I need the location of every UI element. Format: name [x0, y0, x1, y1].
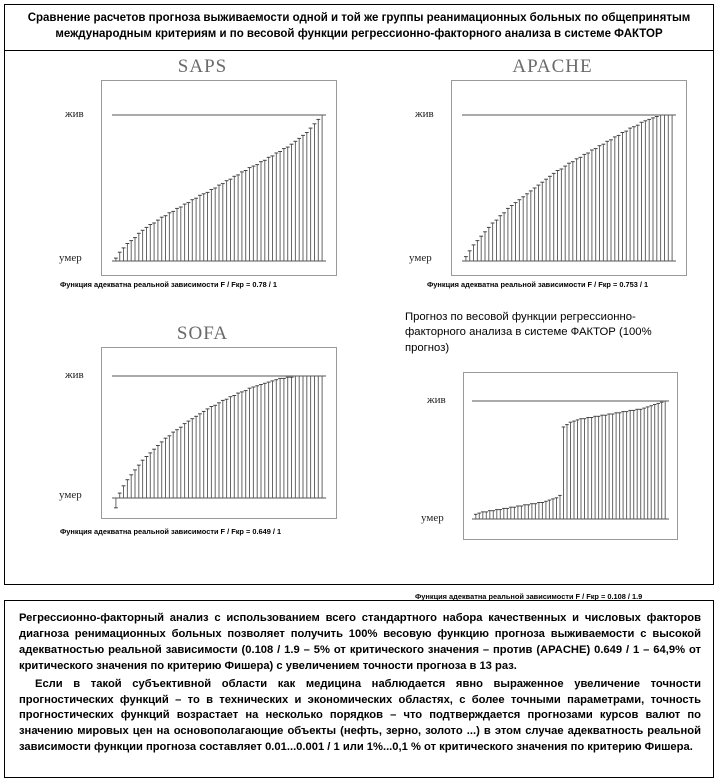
plot-frame-apache [451, 80, 687, 276]
chart-caption-apache: Функция адекватна реальной зависимости F / Fкр = 0.753 / 1 [427, 280, 649, 289]
plot-apache [409, 80, 690, 290]
chart-title-apache: APACHE [512, 56, 593, 77]
axis-label-alive-apache: жив [415, 108, 434, 120]
footer-paragraph-2: Если в такой субъективной области как медицина наблюдается явно выраженное увеличение точности прогностических функций – то в технических и экономических областях, с более точными параметрами, точность прогностических функций возрастает на несколько порядков – что подтверждается прогнозами курсов валют по значению мировых цен на основополагающие объекты (нефть, зерно, золото ...) в этом случае адекватность реальной зависимости функции прогноза составляет 0.01...0.001 / 1 или 1%...0,1 % от критического значения по критерию Фишера. [19, 677, 701, 754]
plot-sofa [59, 347, 340, 537]
footer-text [4, 600, 714, 778]
chart-panel-apache [409, 56, 690, 290]
plot-factor [405, 372, 705, 562]
axis-label-alive-factor: жив [427, 394, 446, 406]
chart-panel-sofa [59, 323, 340, 537]
chart-caption-sofa: Функция адекватна реальной зависимости F / Fкр = 0.649 / 1 [60, 527, 282, 536]
plot-svg-sofa [102, 348, 336, 518]
footer-paragraph-1: Регрессионно-факторный анализ с использованием всего стандартного набора качественных и числовых факторов диагноза ренимационных больных позволяет получить 100% весовую функцию прогноза выживаемости с высокой адекватностью реальной зависимости (0.108 / 1.9 – 5% от критического значения – против (APACHE) 0.649 / 1 – 64,9% от критического значения по критерию Фишера) с увеличением точности прогноза в 13 раз. [19, 612, 701, 672]
chart-caption-saps: Функция адекватна реальной зависимости F / Fкр = 0.78 / 1 [60, 280, 278, 289]
chart-title-saps: SAPS [177, 56, 228, 77]
plot-svg-apache [452, 81, 686, 275]
plot-frame-sofa [101, 347, 337, 519]
axis-label-alive-sofa: жив [65, 369, 84, 381]
plot-svg-factor [464, 373, 677, 539]
plot-saps [59, 80, 340, 290]
chart-panel-saps [59, 56, 340, 290]
plot-frame-factor [463, 372, 678, 540]
plot-frame-saps [101, 80, 337, 276]
axis-label-dead-apache: умер [409, 252, 432, 264]
chart-panel-factor [405, 310, 705, 601]
axis-label-dead-saps: умер [59, 252, 82, 264]
axis-label-dead-sofa: умер [59, 489, 82, 501]
chart-title-sofa: SOFA [176, 323, 229, 344]
plot-svg-saps [102, 81, 336, 275]
factor-note: Прогноз по весовой функции регрессионно-факторного анализа в системе ФАКТОР (100% прогноз) [405, 311, 652, 354]
page-title: Сравнение расчетов прогноза выживаемости одной и той же группы реанимационных больных по общепринятым международным критериям и по весовой функции регрессионно-факторного анализа в системе ФАКТОР [4, 4, 714, 51]
axis-label-alive-saps: жив [65, 108, 84, 120]
axis-label-dead-factor: умер [421, 512, 444, 524]
chart-caption-factor: Функция адекватна реальной зависимости F / Fкр = 0.108 / 1.9 [415, 592, 643, 601]
charts-container [4, 48, 714, 601]
